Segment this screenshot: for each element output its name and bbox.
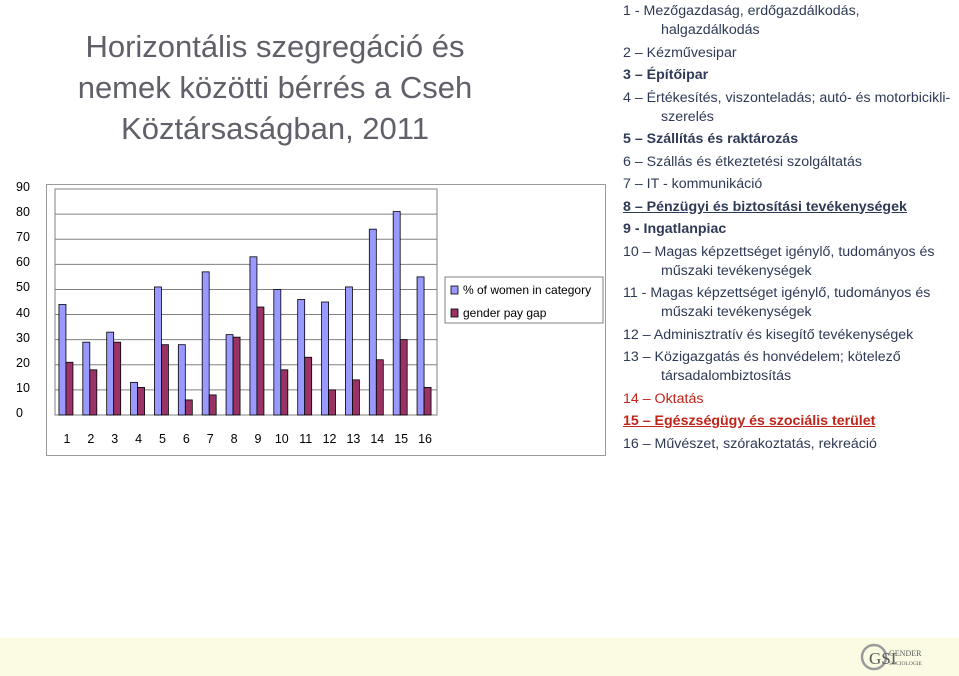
x-tick-label-6: 6 — [182, 432, 190, 446]
bar-women-10 — [274, 289, 281, 415]
gender-sociologie-logo — [859, 640, 929, 674]
category-item-16: 16 – Művészet, szórakoztatás, rekreáció — [623, 435, 877, 452]
bar-women-6 — [178, 345, 185, 415]
x-tick-label-12: 12 — [322, 432, 337, 446]
bar-women-12 — [322, 302, 329, 415]
footer-band — [0, 638, 959, 676]
x-tick-label-8: 8 — [230, 432, 238, 446]
category-item-14: 14 – Oktatás — [623, 390, 704, 407]
x-tick-label-14: 14 — [370, 432, 385, 446]
bar-women-8 — [226, 335, 233, 415]
bar-paygap-1 — [66, 362, 73, 415]
category-item-13: 13 – Közigazgatás és honvédelem; kötelező társadalombiztosítás — [623, 349, 901, 384]
category-item-6: 6 – Szállás és étkeztetési szolgáltatás — [623, 153, 862, 170]
bar-paygap-13 — [352, 380, 359, 415]
y-tick-label-20: 20 — [16, 355, 30, 370]
category-item-9: 9 - Ingatlanpiac — [623, 221, 727, 237]
legend-label-2: gender pay gap — [463, 306, 547, 320]
category-item-15: 15 – Egészségügy és szociális terület — [623, 413, 876, 429]
y-tick-label-80: 80 — [16, 205, 30, 220]
x-tick-label-2: 2 — [87, 432, 95, 446]
y-tick-label-0: 0 — [16, 406, 23, 420]
bar-paygap-15 — [400, 340, 407, 415]
y-tick-label-50: 50 — [16, 280, 30, 295]
category-item-7: 7 – IT - kommunikáció — [623, 176, 763, 192]
bar-women-7 — [202, 272, 209, 415]
x-tick-label-1: 1 — [63, 432, 71, 446]
bar-women-1 — [59, 305, 66, 415]
category-item-1: 1 - Mezőgazdaság, erdőgazdálkodás, halgazdálkodás — [623, 3, 860, 38]
category-item-8: 8 – Pénzügyi és biztosítási tevékenységek — [623, 198, 907, 215]
bar-paygap-16 — [424, 387, 431, 415]
chart-frame — [46, 184, 606, 456]
legend-swatch-1 — [451, 286, 458, 294]
bar-women-15 — [393, 212, 400, 415]
bar-women-5 — [154, 287, 161, 415]
x-tick-label-15: 15 — [394, 432, 409, 446]
category-item-2: 2 – Kézművesipar — [623, 44, 737, 61]
y-tick-label-30: 30 — [16, 330, 30, 345]
logo-line2: SOCIOLOGIE — [889, 661, 922, 667]
x-tick-label-13: 13 — [346, 432, 361, 446]
category-item-10: 10 – Magas képzettséget igénylő, tudományos és műszaki tevékenységek — [623, 243, 935, 279]
y-tick-label-10: 10 — [16, 380, 30, 395]
bar-paygap-12 — [329, 390, 336, 415]
bar-women-11 — [298, 299, 305, 415]
bar-women-9 — [250, 257, 257, 415]
category-item-3: 3 – Építőipar — [623, 67, 709, 83]
slide-title: Horizontális szegregáció és nemek közötti bérrés a Cseh Köztársaságban, 2011 — [77, 29, 473, 146]
x-tick-label-3: 3 — [111, 432, 119, 446]
legend-swatch-2 — [451, 309, 458, 317]
bar-paygap-6 — [185, 400, 192, 415]
bar-women-14 — [369, 229, 376, 415]
x-tick-label-11: 11 — [299, 432, 313, 446]
bar-paygap-8 — [233, 337, 240, 415]
legend-label-1: % of women in category — [463, 283, 592, 297]
bar-women-3 — [107, 332, 114, 415]
x-tick-label-16: 16 — [418, 432, 433, 446]
y-tick-label-90: 90 — [16, 180, 30, 194]
bar-women-13 — [345, 287, 352, 415]
bar-paygap-4 — [138, 387, 145, 415]
bar-women-4 — [131, 382, 138, 415]
x-tick-label-9: 9 — [254, 432, 262, 446]
bar-paygap-11 — [305, 357, 312, 415]
x-tick-label-10: 10 — [274, 432, 289, 446]
x-tick-label-5: 5 — [158, 432, 166, 446]
y-tick-label-70: 70 — [16, 230, 30, 245]
bar-paygap-14 — [376, 360, 383, 415]
category-legend-list — [623, 2, 957, 457]
logo-letters: GSI — [869, 649, 897, 668]
logo-line1: GENDER — [889, 649, 922, 658]
y-tick-label-40: 40 — [16, 305, 30, 320]
y-tick-label-60: 60 — [16, 255, 30, 270]
category-item-11: 11 - Magas képzettséget igénylő, tudományos és műszaki tevékenységek — [623, 285, 931, 320]
category-item-5: 5 – Szállítás és raktározás — [623, 131, 799, 147]
bar-paygap-5 — [161, 345, 168, 415]
bar-paygap-3 — [114, 342, 121, 415]
bar-women-16 — [417, 277, 424, 415]
bar-paygap-9 — [257, 307, 264, 415]
bar-paygap-7 — [209, 395, 216, 415]
x-tick-label-7: 7 — [206, 432, 214, 446]
bar-chart — [47, 185, 607, 457]
category-item-12: 12 – Adminisztratív és kisegítő tevékenységek — [623, 326, 914, 343]
bar-women-2 — [83, 342, 90, 415]
bar-paygap-10 — [281, 370, 288, 415]
x-tick-label-4: 4 — [135, 432, 143, 446]
category-item-4: 4 – Értékesítés, viszonteladás; autó- és motorbicikli-szerelés — [623, 89, 951, 125]
bar-paygap-2 — [90, 370, 97, 415]
